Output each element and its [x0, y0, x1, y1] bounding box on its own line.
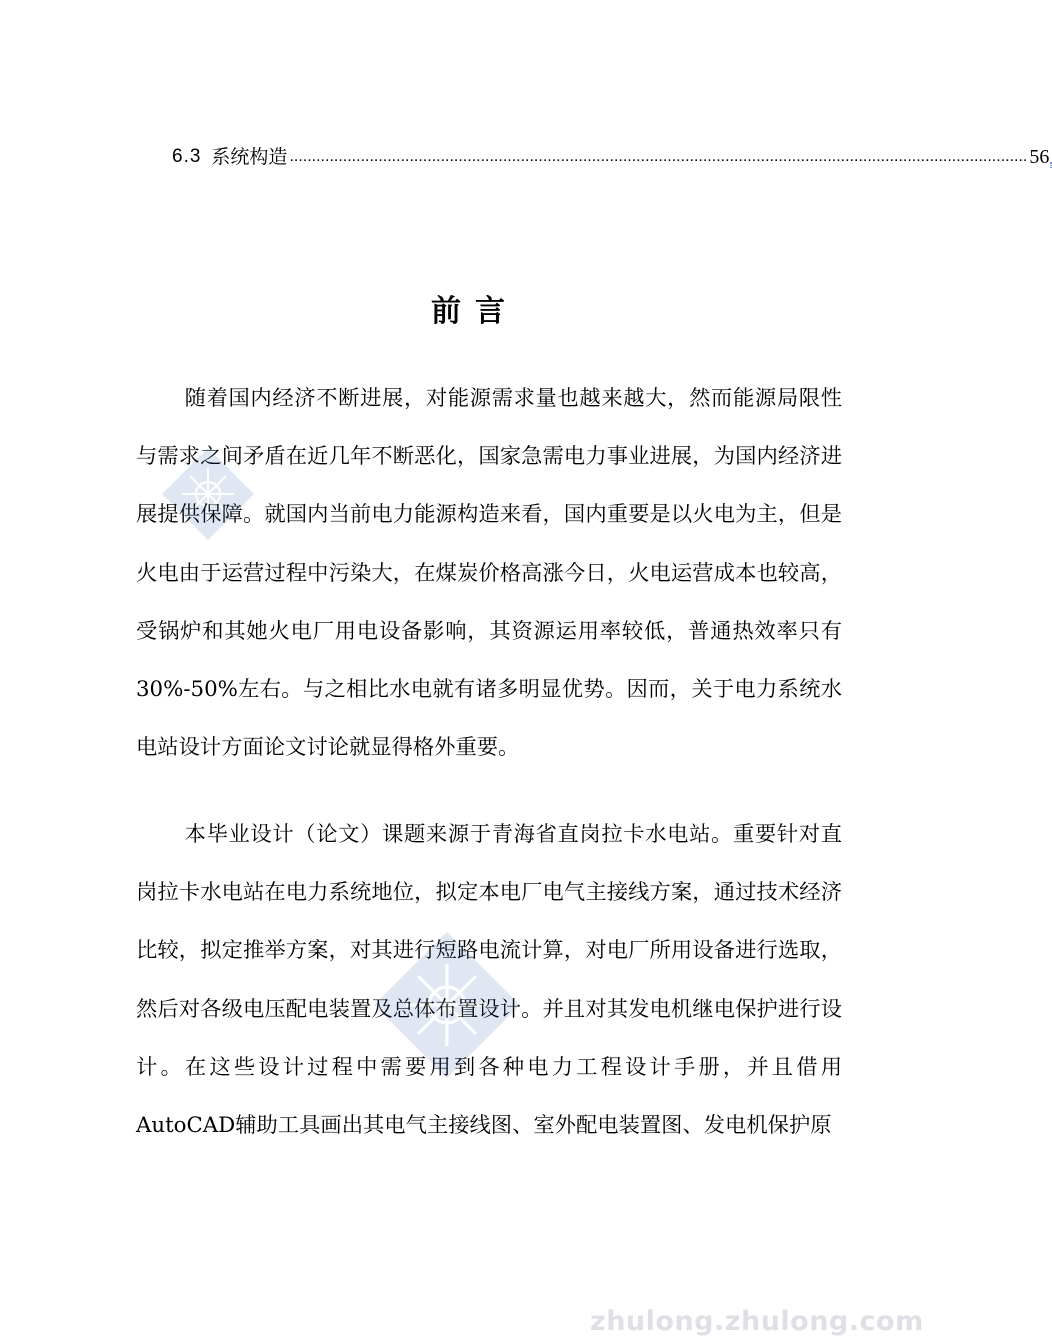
paragraph-1 — [136, 370, 842, 777]
toc-section-title: 系统构造 — [211, 146, 288, 168]
page-heading: 前言 — [431, 294, 519, 329]
watermark-text: zhulong.zhulong.com — [590, 1306, 924, 1337]
paragraph-2-text: 本毕业设计（论文）课题来源于青海省直岗拉卡水电站。重要针对直岗拉卡水电站在电力系统地位，拟定本电厂电气主接线方案，通过技术经济比较，拟定推举方案，对其进行短路电流计算，对电厂所用设备进行选取，然后对各级电压配电装置及总体布置设计。并且对其发电机继电保护进行设计。在这些设计过程中需要用到各种电力工程设计手册，并且借用AutoCAD辅助工具画出其电气主接线图、室外配电装置图、发电机保护原 — [136, 822, 842, 1139]
toc-page-number: 56 — [1029, 146, 1050, 168]
paragraph-1-text: 随着国内经济不断进展，对能源需求量也越来越大，然而能源局限性与需求之间矛盾在近几年不断恶化，国家急需电力事业进展，为国内经济进展提供保障。就国内当前电力能源构造来看，国内重要是以火电为主，但是火电由于运营过程中污染大，在煤炭价格高涨今日，火电运营成本也较高，受锅炉和其她火电厂用电设备影响，其资源运用率较低，普通热效率只有30%-50%左右。与之相比水电就有诸多明显优势。因而，关于电力系统水电站设计方面论文讨论就显得格外重要。 — [136, 386, 842, 761]
toc-dot-leader: ...................................................................................................................................................................... — [289, 148, 1028, 165]
paragraph-2 — [136, 806, 842, 1155]
toc-section-number: 6.3 — [172, 146, 202, 167]
toc-entry[interactable] — [172, 140, 1050, 170]
